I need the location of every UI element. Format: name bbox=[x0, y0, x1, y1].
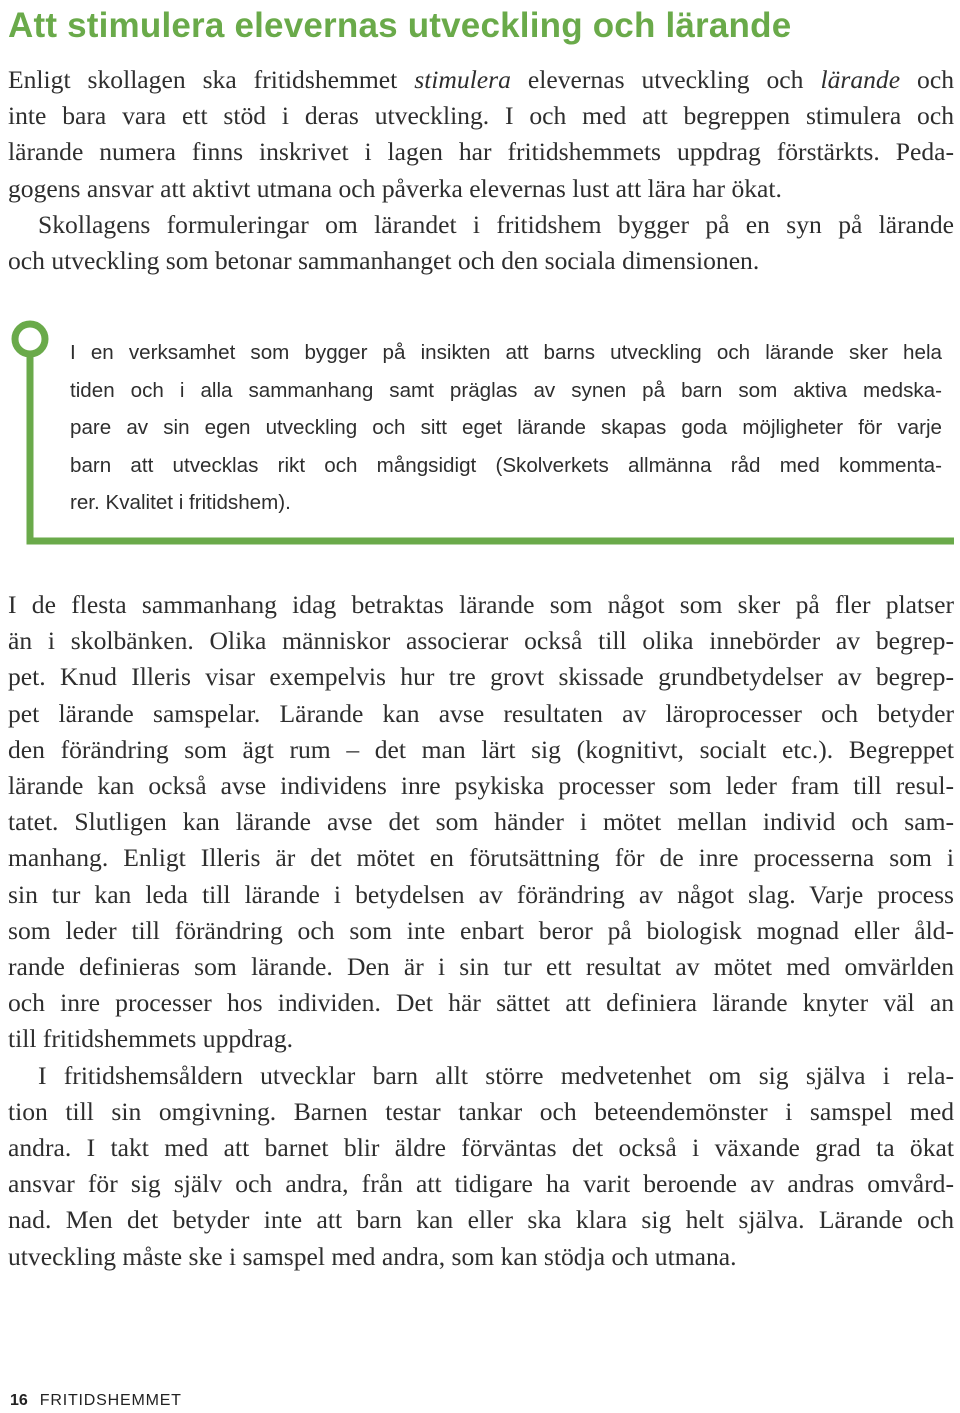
body-paragraph-line: pet lärande samspelar. Lärande kan avse resultaten av läroprocesser och betyder bbox=[8, 698, 954, 728]
page-number: 16 bbox=[10, 1392, 28, 1409]
body-paragraphs bbox=[8, 587, 954, 1275]
body-paragraph-line: tatet. Slutligen kan lärande avse det som händer i mötet mellan individ och sam- bbox=[8, 807, 954, 837]
intro-paragraph-line: Skollagens formuleringar om lärandet i fritidshem bygger på en syn på lärande bbox=[38, 209, 954, 239]
body-paragraph-line: lärande kan också avse individens inre psykiska processer som leder fram till resul- bbox=[8, 771, 954, 801]
body-paragraph-line: I fritidshemsåldern utvecklar barn allt större medvetenhet om sig själva i rela- bbox=[38, 1060, 954, 1090]
body-paragraph-line: än i skolbänken. Olika människor associerar också till olika innebörder av begrep- bbox=[8, 626, 954, 656]
quote-line: pare av sin egen utveckling och sitt eget lärande skapas goda möjligheter för varje bbox=[70, 416, 942, 439]
highlighted-quote bbox=[70, 334, 942, 522]
quote-frame-circle bbox=[15, 324, 45, 354]
body-paragraph-line: utveckling måste ske i samspel med andra, som kan stödja och utmana. bbox=[8, 1241, 737, 1271]
emphasized-word: lärande bbox=[820, 65, 901, 94]
quote-line: barn att utvecklas rikt och mångsidigt (Skolverkets allmänna råd med kommenta- bbox=[70, 453, 942, 477]
body-paragraph-line: nad. Men det betyder inte att barn kan eller ska klara sig helt själva. Lärande och bbox=[8, 1205, 954, 1235]
quote-line: rer. Kvalitet i fritidshem). bbox=[70, 491, 291, 514]
body-paragraph-line: den förändring som ägt rum – det man lärt sig (kognitivt, socialt etc.). Begreppet bbox=[8, 734, 954, 764]
intro-paragraph-line: lärande numera finns inskrivet i lagen har fritidshemmets uppdrag förstärkts. Peda- bbox=[8, 137, 954, 167]
page-footer bbox=[10, 1390, 182, 1412]
body-paragraph-line: och inre processer hos individen. Det här sättet att definiera lärande knyter väl an bbox=[8, 988, 954, 1018]
body-paragraph-line: till fritidshemmets uppdrag. bbox=[8, 1024, 294, 1054]
emphasized-word: stimulera bbox=[414, 65, 511, 94]
intro-paragraph-line: och utveckling som betonar sammanhanget och den sociala dimensionen. bbox=[8, 246, 760, 276]
intro-paragraph-line: gogens ansvar att aktivt utmana och påverka elevernas lust att lära har ökat. bbox=[8, 173, 782, 203]
publication-name: FRITIDSHEMMET bbox=[39, 1392, 182, 1409]
quote-line: tiden och i alla sammanhang samt präglas av synen på barn som aktiva medska- bbox=[70, 378, 942, 402]
intro-paragraph-line: Enligt skollagen ska fritidshemmet stimulera elevernas utveckling och lärande och bbox=[8, 65, 955, 94]
body-paragraph-line: manhang. Enligt Illeris är det mötet en förutsättning för de inre processerna som i bbox=[8, 843, 954, 873]
body-paragraph-line: rande definieras som lärande. Den är i sin tur ett resultat av mötet med omvärlden bbox=[8, 952, 954, 982]
body-paragraph-line: pet. Knud Illeris visar exempelvis hur tre grovt skissade grundbetydelser av begrep- bbox=[8, 662, 954, 692]
intro-paragraph-line: inte bara vara ett stöd i deras utveckling. I och med att begreppen stimulera och bbox=[8, 101, 954, 131]
body-paragraph-line: andra. I takt med att barnet blir äldre förväntas det också i växande grad ta ökat bbox=[8, 1133, 954, 1163]
body-paragraph-line: tion till sin omgivning. Barnen testar tankar och beteendemönster i samspel med bbox=[8, 1096, 954, 1126]
body-paragraph-line: I de flesta sammanhang idag betraktas lärande som något som sker på fler platser bbox=[8, 590, 954, 619]
intro-paragraph bbox=[8, 62, 954, 279]
quote-line: I en verksamhet som bygger på insikten att barns utveckling och lärande sker hela bbox=[70, 341, 942, 364]
page-title: Att stimulera elevernas utveckling och lärande bbox=[8, 6, 792, 45]
body-paragraph-line: som leder till förändring och som inte enbart beror på biologisk mognad eller åld- bbox=[8, 915, 954, 945]
body-paragraph-line: ansvar för sig själv och andra, från att tidigare ha varit beroende av andras omvård- bbox=[8, 1169, 954, 1199]
body-paragraph-line: sin tur kan leda till lärande i betydelsen av förändring av något slag. Varje process bbox=[8, 879, 954, 909]
